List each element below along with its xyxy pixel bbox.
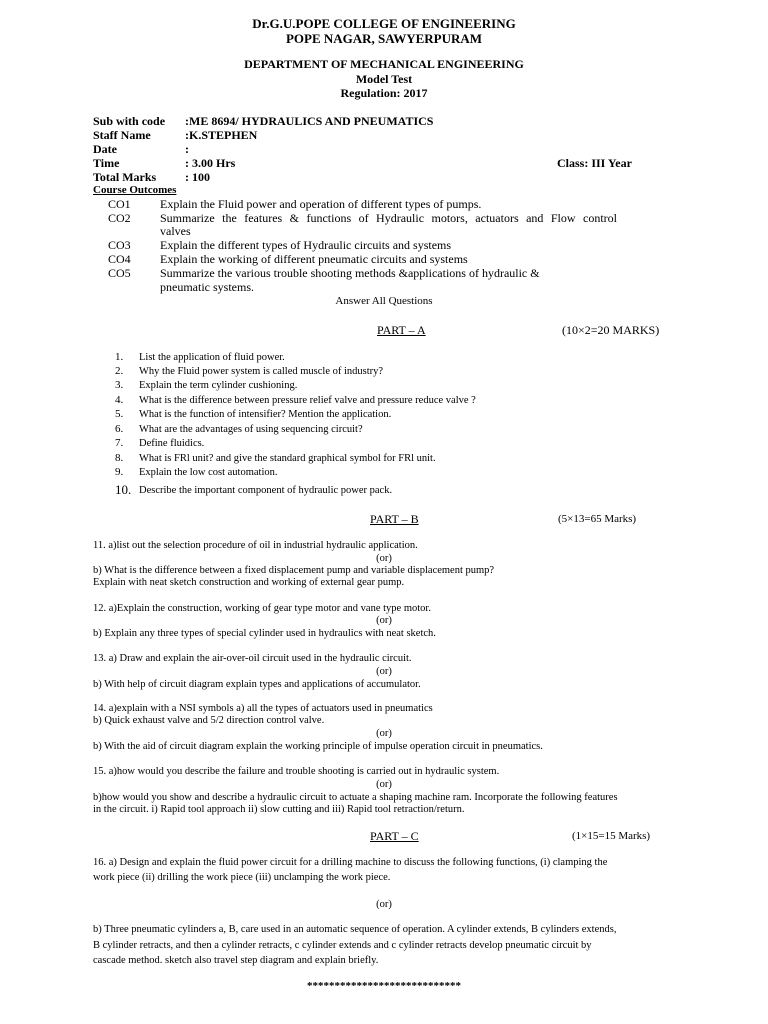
question-text: 13. a) Draw and explain the air-over-oil circuit used in the hydraulic circuit. (93, 653, 412, 664)
outcome-text: Summarize the various trouble shooting methods &applications of hydraulic & (160, 266, 540, 280)
question-text: 11. a)list out the selection procedure of oil in industrial hydraulic application. (93, 540, 418, 551)
question-text: b) Three pneumatic cylinders a, B, care used in an automatic sequence of operation. A cylinder extends, B cylinders extends, (93, 924, 617, 935)
date-value: : (185, 142, 189, 156)
part-c-title: PART – C (370, 829, 419, 843)
question-text: Define fluidics. (139, 438, 205, 449)
course-outcomes-label: Course Outcomes (93, 184, 177, 196)
college-address: POPE NAGAR, SAWYERPURAM (285, 31, 483, 46)
question-text: b) Quick exhaust valve and 5/2 direction control valve. (93, 715, 325, 726)
question-text: Why the Fluid power system is called muscle of industry? (139, 366, 384, 377)
question-text: 12. a)Explain the construction, working of gear type motor and vane type motor. (93, 603, 431, 614)
footer-stars: **************************** (307, 980, 461, 992)
question-text: What is FRl unit? and give the standard graphical symbol for FRl unit. (139, 453, 436, 464)
marks-value: : 100 (185, 170, 210, 184)
or-separator: (or) (376, 779, 392, 790)
question-number: 2. (115, 365, 124, 377)
question-text: b) With the aid of circuit diagram explain the working principle of impulse operation circuit in pneumatics. (93, 741, 543, 752)
question-text: What is the difference between pressure relief valve and pressure reduce valve ? (139, 395, 476, 406)
question-text: What is the function of intensifier? Mention the application. (139, 409, 392, 420)
question-text: b) With help of circuit diagram explain types and applications of accumulator. (93, 679, 421, 690)
part-a-title: PART – A (377, 323, 426, 337)
staff-label: Staff Name (93, 128, 151, 142)
outcome-text: Explain the working of different pneumatic circuits and systems (160, 252, 468, 266)
outcome-code: CO3 (108, 238, 131, 252)
question-text: work piece (ii) drilling the work piece (iii) unclamping the work piece. (93, 872, 391, 883)
outcome-text-cont: valves (160, 224, 191, 238)
time-value: : 3.00 Hrs (185, 156, 236, 170)
question-text: What are the advantages of using sequencing circuit? (139, 424, 363, 435)
or-separator: (or) (376, 553, 392, 564)
subject-value: :ME 8694/ HYDRAULICS AND PNEUMATICS (185, 114, 434, 128)
part-a-marks: (10×2=20 MARKS) (562, 323, 660, 337)
outcome-code: CO5 (108, 266, 131, 280)
question-text: List the application of fluid power. (139, 352, 285, 363)
question-number: 8. (115, 452, 124, 464)
class-value: Class: III Year (557, 156, 632, 170)
question-number: 5. (115, 408, 124, 420)
or-separator: (or) (376, 615, 392, 626)
regulation: Regulation: 2017 (340, 86, 428, 100)
question-text: cascade method. sketch also travel step diagram and explain briefly. (93, 955, 379, 966)
or-separator: (or) (376, 728, 392, 739)
question-text: Explain with neat sketch construction and working of external gear pump. (93, 577, 405, 588)
outcome-text: Summarize the features & functions of Hydraulic motors, actuators and Flow control (160, 211, 617, 225)
or-separator: (or) (376, 899, 392, 910)
test-name: Model Test (355, 72, 413, 86)
part-b-title: PART – B (370, 512, 419, 526)
department-name: DEPARTMENT OF MECHANICAL ENGINEERING (244, 57, 524, 71)
date-label: Date (93, 142, 117, 156)
staff-value: :K.STEPHEN (185, 128, 258, 142)
question-text: Describe the important component of hydraulic power pack. (139, 485, 393, 496)
time-label: Time (93, 156, 120, 170)
outcome-code: CO4 (108, 252, 131, 266)
question-number: 9. (115, 466, 124, 478)
question-number: 7. (115, 437, 124, 449)
outcome-code: CO2 (108, 211, 131, 225)
outcome-code: CO1 (108, 197, 131, 211)
question-number: 10. (115, 482, 132, 497)
question-text: 15. a)how would you describe the failure and trouble shooting is carried out in hydraulic system. (93, 766, 500, 777)
part-b-marks: (5×13=65 Marks) (558, 513, 637, 525)
subject-label: Sub with code (93, 114, 166, 128)
college-name: Dr.G.U.POPE COLLEGE OF ENGINEERING (252, 16, 516, 31)
question-text: b) Explain any three types of special cylinder used in hydraulics with neat sketch. (93, 628, 436, 639)
outcome-text-cont: pneumatic systems. (160, 280, 254, 294)
question-number: 3. (115, 379, 124, 391)
question-text: B cylinder retracts, and then a cylinder retracts, c cylinder extends and c cylinder retracts develop pneumatic circuit by (93, 940, 592, 951)
outcome-text: Explain the different types of Hydraulic circuits and systems (160, 238, 452, 252)
question-text: 14. a)explain with a NSI symbols a) all the types of actuators used in pneumatics (93, 703, 433, 714)
question-number: 6. (115, 423, 124, 435)
question-text: b) What is the difference between a fixed displacement pump and variable displacement pump? (93, 565, 495, 576)
part-c-marks: (1×15=15 Marks) (572, 830, 651, 842)
marks-label: Total Marks (93, 170, 157, 184)
question-text: Explain the term cylinder cushioning. (139, 380, 298, 391)
question-text: Explain the low cost automation. (139, 467, 278, 478)
question-number: 4. (115, 394, 124, 406)
outcome-text: Explain the Fluid power and operation of different types of pumps. (160, 197, 482, 211)
instruction: Answer All Questions (335, 295, 433, 307)
question-text: 16. a) Design and explain the fluid power circuit for a drilling machine to discuss the following functions, (i) clamping the (93, 857, 608, 868)
or-separator: (or) (376, 666, 392, 677)
question-text: b)how would you show and describe a hydraulic circuit to actuate a shaping machine ram. Incorporate the following features (93, 792, 618, 803)
question-number: 1. (115, 351, 124, 363)
question-text: in the circuit. i) Rapid tool approach ii) slow cutting and iii) Rapid tool retraction/return. (93, 804, 465, 815)
